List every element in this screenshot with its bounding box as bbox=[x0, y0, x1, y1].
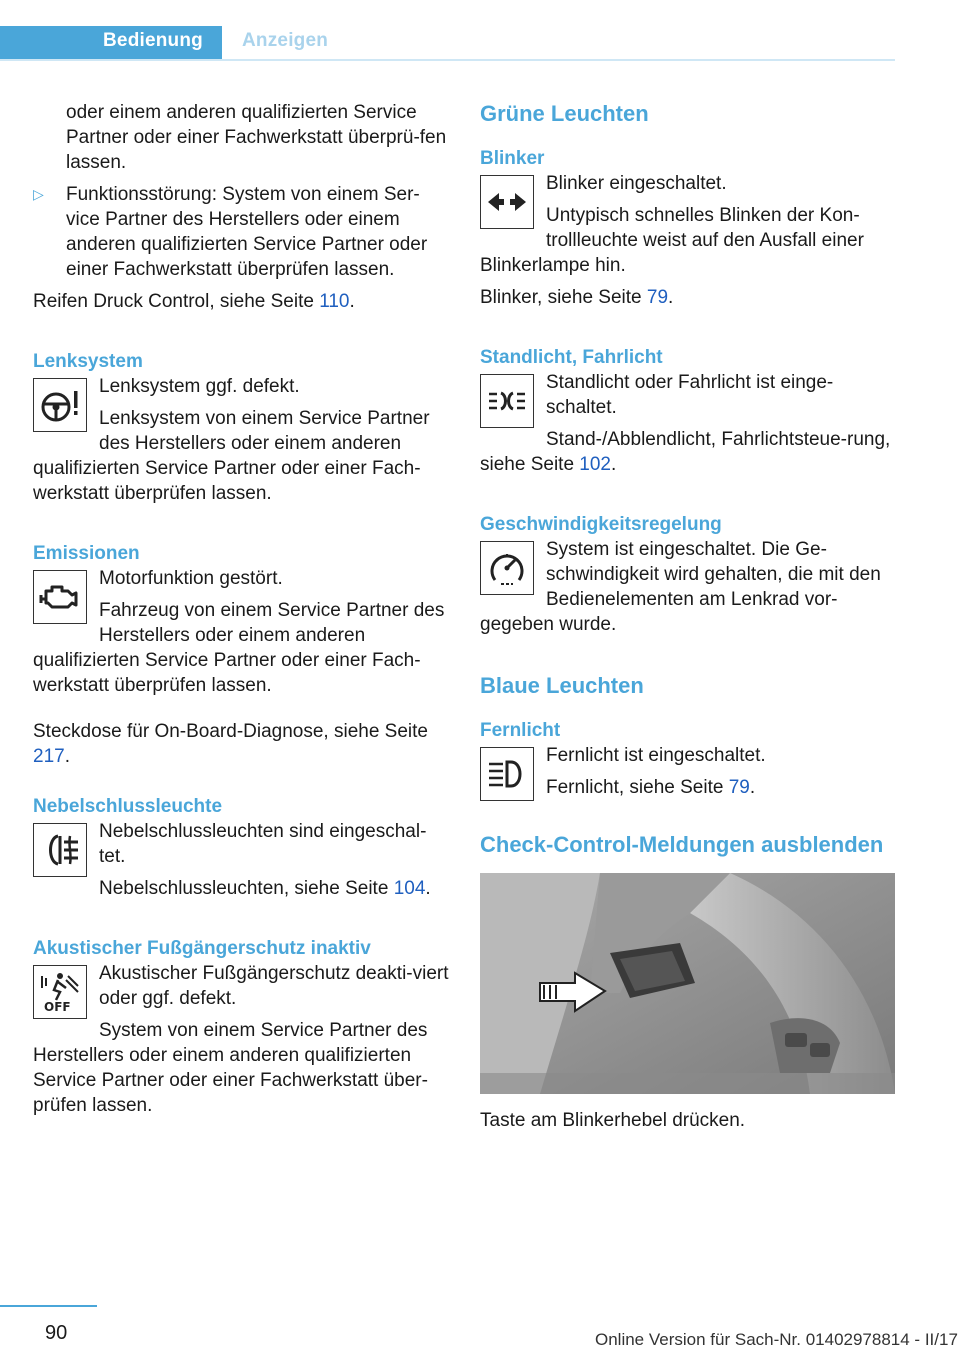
steering-line2: Lenksystem von einem Service Partner des Herstellers oder einem anderen qualifizierten Service Partner oder einer Fach-werkstatt überprüfen lassen. bbox=[33, 408, 430, 504]
high-beam-heading: Fernlicht bbox=[480, 720, 561, 741]
tab-bedienung-label: Bedienung bbox=[103, 30, 203, 51]
rdc-page-link[interactable]: 110 bbox=[319, 291, 350, 312]
parking-light-icon bbox=[480, 374, 534, 428]
bullet-malfunction-text: Funktionsstörung: System von einem Ser-vice Partner des Herstellers oder einem anderen qualifizierten Service Partner oder einer Fachwerkstatt überprüfen lassen. bbox=[66, 184, 428, 280]
svg-text:OFF: OFF bbox=[44, 1000, 71, 1014]
lights-entry bbox=[480, 370, 898, 477]
cruise-heading: Geschwindigkeitsregelung bbox=[480, 514, 722, 535]
pedestrian-heading: Akustischer Fußgängerschutz inaktiv bbox=[33, 938, 371, 959]
right-column bbox=[480, 100, 898, 1140]
emissions-line2: Fahrzeug von einem Service Partner des Herstellers oder einem anderen qualifizierten Service Partner oder einer Fach-werkstatt überprüfen lassen. bbox=[33, 600, 445, 696]
turn-entry bbox=[480, 171, 898, 278]
pedestrian-line2: System von einem Service Partner des Herstellers oder einem anderen qualifizierten Service Partner oder einer Fachwerkstatt über-prüfen lassen. bbox=[33, 1020, 428, 1116]
check-control-heading: Check-Control-Meldungen ausblenden bbox=[480, 832, 884, 857]
obd-reference: Steckdose für On-Board-Diagnose, siehe Seite 217. bbox=[33, 721, 428, 767]
lights-line2: Stand-/Abblendlicht, Fahrlichtsteue-rung, siehe Seite 102. bbox=[480, 429, 891, 475]
emissions-heading: Emissionen bbox=[33, 543, 140, 564]
rdc-reference: Reifen Druck Control, siehe Seite 110. bbox=[33, 291, 355, 312]
high-beam-reference: Fernlicht, siehe Seite 79. bbox=[546, 777, 756, 798]
steering-line1: Lenksystem ggf. defekt. bbox=[99, 376, 300, 397]
obd-page-link[interactable]: 217 bbox=[33, 746, 65, 767]
steering-warning-icon bbox=[33, 378, 87, 432]
pedestrian-line1: Akustischer Fußgängerschutz deakti-viert oder ggf. defekt. bbox=[99, 963, 449, 1009]
high-beam-line1: Fernlicht ist eingeschaltet. bbox=[546, 745, 766, 766]
high-beam-reference-text: Fernlicht, siehe Seite bbox=[546, 777, 729, 798]
turn-page-link[interactable]: 79 bbox=[646, 287, 669, 308]
turn-heading: Blinker bbox=[480, 148, 545, 169]
fog-entry bbox=[33, 819, 451, 901]
fog-line1: Nebelschlussleuchten sind eingeschal-tet. bbox=[99, 821, 427, 867]
pedestrian-entry bbox=[33, 961, 451, 1118]
tab-bedienung[interactable] bbox=[0, 26, 222, 60]
bullet-triangle-icon: ▷ bbox=[33, 186, 44, 202]
emissions-entry bbox=[33, 566, 451, 698]
intro-continuation: oder einem anderen qualifizierten Service Partner oder einer Fachwerkstatt überprü-fen lassen. bbox=[66, 102, 447, 173]
lights-page-link[interactable]: 102 bbox=[579, 454, 611, 475]
turn-reference: Blinker, siehe Seite 79. bbox=[480, 287, 674, 308]
cruise-entry bbox=[480, 537, 898, 637]
left-column bbox=[33, 100, 451, 1125]
photo-caption: Taste am Blinkerhebel drücken. bbox=[480, 1110, 746, 1131]
turn-line2: Untypisch schnelles Blinken der Kon-trollleuchte weist auf den Ausfall einer Blinkerlampe hin. bbox=[480, 205, 864, 276]
turn-signal-icon bbox=[480, 175, 534, 229]
page-number: 90 bbox=[45, 1322, 68, 1344]
obd-reference-text: Steckdose für On-Board-Diagnose, siehe Seite bbox=[33, 721, 428, 742]
tab-anzeigen[interactable]: Anzeigen bbox=[242, 30, 329, 51]
engine-check-icon bbox=[33, 570, 87, 624]
rdc-reference-text: Reifen Druck Control, siehe Seite bbox=[33, 291, 320, 312]
steering-heading: Lenksystem bbox=[33, 351, 143, 372]
high-beam-entry bbox=[480, 743, 898, 800]
footer-accent-line bbox=[0, 1305, 97, 1307]
header-tabbar bbox=[0, 26, 895, 62]
green-lights-heading: Grüne Leuchten bbox=[480, 101, 649, 126]
lights-line2-text: Stand-/Abblendlicht, Fahrlichtsteue-rung, siehe Seite bbox=[480, 429, 891, 475]
fog-line2: Nebelschlussleuchten, siehe Seite 104. bbox=[99, 878, 431, 899]
steering-entry bbox=[33, 374, 451, 506]
header-divider bbox=[0, 59, 895, 61]
bullet-malfunction bbox=[33, 182, 451, 282]
rear-fog-light-icon bbox=[33, 823, 87, 877]
high-beam-page-link[interactable]: 79 bbox=[728, 777, 750, 798]
online-version-note: Online Version für Sach-Nr. 01402978814 - II/17 bbox=[595, 1330, 958, 1349]
emissions-line1: Motorfunktion gestört. bbox=[99, 568, 283, 589]
high-beam-icon bbox=[480, 747, 534, 801]
fog-heading: Nebelschlussleuchte bbox=[33, 796, 223, 817]
turn-reference-text: Blinker, siehe Seite bbox=[480, 287, 647, 308]
cruise-control-icon bbox=[480, 541, 534, 595]
turn-line1: Blinker eingeschaltet. bbox=[546, 173, 727, 194]
lights-heading: Standlicht, Fahrlicht bbox=[480, 347, 663, 368]
cruise-line1: System ist eingeschaltet. Die Ge-schwindigkeit wird gehalten, die mit den Bedienelementen am Lenkrad vor-gegeben wurde. bbox=[480, 539, 881, 635]
pedestrian-protection-off-icon bbox=[33, 965, 87, 1019]
blue-lights-heading: Blaue Leuchten bbox=[480, 673, 644, 698]
steering-column-photo bbox=[480, 873, 895, 1094]
lights-line1: Standlicht oder Fahrlicht ist einge-schaltet. bbox=[546, 372, 834, 418]
fog-page-link[interactable]: 104 bbox=[393, 878, 426, 899]
fog-line2-text: Nebelschlussleuchten, siehe Seite bbox=[99, 878, 394, 899]
